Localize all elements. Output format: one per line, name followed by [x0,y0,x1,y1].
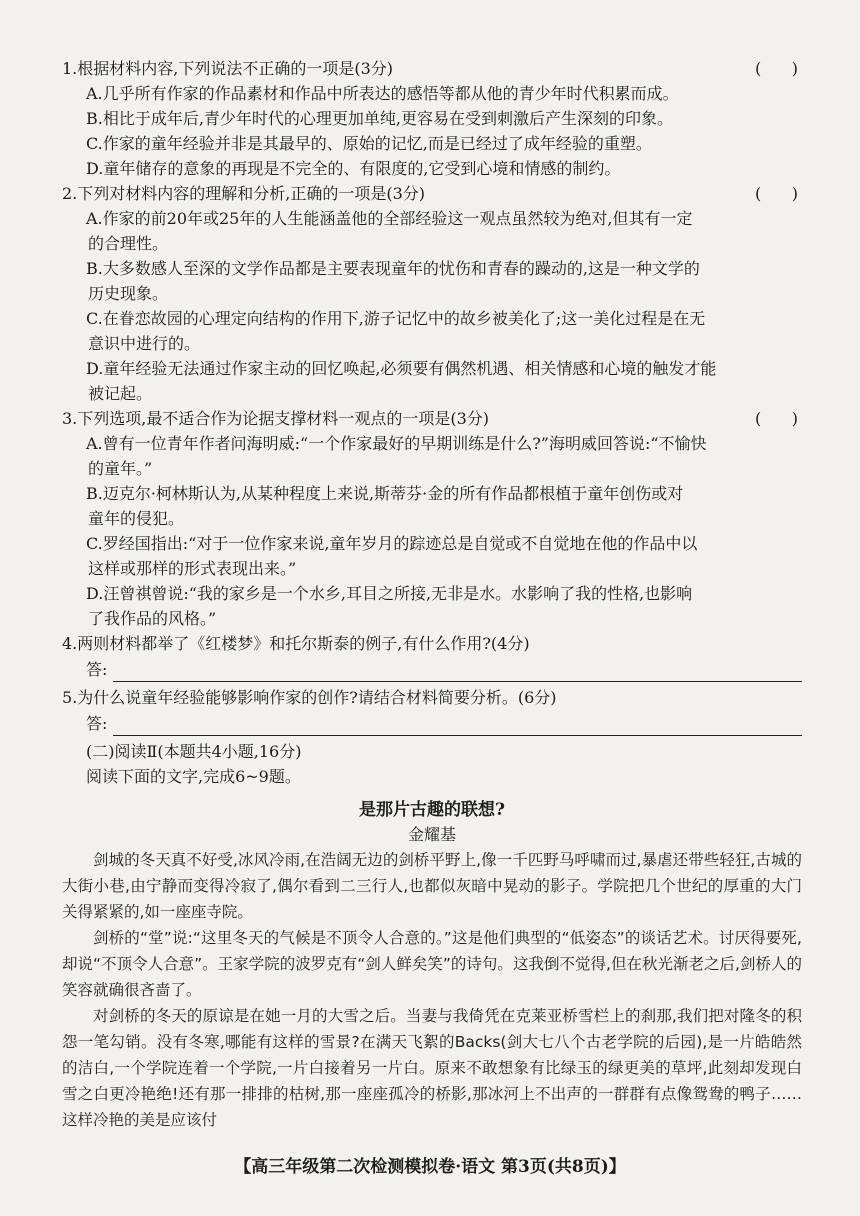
option-text: 意识中进行的。 [88,334,201,353]
option-text: 这样或那样的形式表现出来。” [88,559,297,578]
page-footer: 【高三年级第二次检测模拟卷·语文 第3页(共8页)】 [234,1157,626,1177]
section-heading: (二)阅读Ⅱ(本题共4小题,16分) [86,742,302,761]
option-B[interactable] [62,256,802,306]
option-text: 被记起。 [88,384,153,403]
option-B[interactable] [62,481,802,531]
article-author: 金耀基 [407,825,456,844]
question-5-answer[interactable] [62,710,802,736]
question-3 [62,406,802,631]
question-5 [62,685,802,736]
option-text: 历史现象。 [88,284,169,303]
option-text: B.大多数感人至深的文学作品都是主要表现童年的忧伤和青春的躁动的,这是一种文学的 [86,259,700,278]
answer-line[interactable] [113,661,802,682]
article-paragraph: 剑桥的“堂”说:“这里冬天的气候是不顶令人合意的。”这是他们典型的“低姿态”的谈话艺术。讨厌得要死,却说“不顶令人合意”。王家学院的波罗克有“剑人鲜矣笑”的诗句。这我倒不觉得,但在秋光渐老之后,剑桥人的笑容就确很吝啬了。 [62,929,802,999]
option-C[interactable] [62,531,802,581]
option-text: A.曾有一位青年作者问海明威:“一个作家最好的早期训练是什么?”海明威回答说:“不愉快 [86,434,707,453]
question-stem: 1.根据材料内容,下列说法不正确的一项是(3分) [62,59,394,78]
question-stem: 2.下列对材料内容的理解和分析,正确的一项是(3分) [62,184,426,203]
question-2 [62,181,802,406]
question-stem: 3.下列选项,最不适合作为论据支撑材料一观点的一项是(3分) [62,409,490,428]
article-paragraph: 对剑桥的冬天的原谅是在她一月的大雪之后。当妻与我倚凭在克莱亚桥雪栏上的刹那,我们把对隆冬的积怨一笔勾销。没有冬寒,哪能有这样的雪景?在满天飞絮的Backs(剑大七八个古老学院的后园),是一片皓皓然的洁白,一个学院连着一个学院,一片白接着另一片白。原来不敢想象有比绿玉的绿更美的草坪,此刻却发现白雪之白更冷艳绝!还有那一排排的枯树,那一座座孤冷的桥影,那冰河上不出声的一群群有点像鸳鸯的鸭子……这样冷艳的美是应该付 [62,1007,802,1129]
article-body [62,847,802,1133]
option-text: D.童年经验无法通过作家主动的回忆唤起,必须要有偶然机遇、相关情感和心境的触发才能 [86,359,717,378]
option-C[interactable] [62,131,802,156]
option-text: D.童年储存的意象的再现是不完全的、有限度的,它受到心境和情感的制约。 [86,159,621,178]
option-text: 童年的侵犯。 [88,509,185,528]
option-text: B.迈克尔·柯林斯认为,从某种程度上来说,斯蒂芬·金的所有作品都根植于童年创伤或对 [86,484,684,503]
option-text: 的合理性。 [88,234,169,253]
article-paragraph: 剑城的冬天真不好受,冰风冷雨,在浩阔无边的剑桥平野上,像一千匹野马呼啸而过,暴虐还带些轻狂,古城的大街小巷,由宁静而变得冷寂了,偶尔看到二三行人,也都似灰暗中晃动的影子。学院把几个世纪的厚重的大门关得紧紧的,如一座座寺院。 [62,851,802,921]
article-title: 是那片古趣的联想? [359,800,505,820]
option-A[interactable] [62,206,802,256]
option-A[interactable] [62,81,802,106]
question-1 [62,56,802,181]
option-D[interactable] [62,581,802,631]
option-text: 的童年。” [88,459,153,478]
option-B[interactable] [62,106,802,131]
question-4 [62,631,802,682]
option-text: C.在眷恋故园的心理定向结构的作用下,游子记忆中的故乡被美化了;这一美化过程是在无 [86,309,706,328]
option-D[interactable] [62,156,802,181]
section-instruction: 阅读下面的文字,完成6~9题。 [86,767,301,786]
option-text: A.作家的前20年或25年的人生能涵盖他的全部经验这一观点虽然较为绝对,但其有一定 [86,209,693,228]
option-text: D.汪曾祺曾说:“我的家乡是一个水乡,耳目之所接,无非是水。水影响了我的性格,也影响 [86,584,693,603]
multiple-choice-questions [62,56,802,631]
answer-blank[interactable]: ( ) [755,409,798,428]
question-4-answer[interactable] [62,656,802,682]
option-C[interactable] [62,306,802,356]
answer-label: 答: [86,660,108,679]
option-A[interactable] [62,431,802,481]
option-text: 了我作品的风格。” [88,609,217,628]
answer-blank[interactable]: ( ) [755,184,798,203]
option-text: A.几乎所有作家的作品素材和作品中所表达的感悟等都从他的青少年时代积累而成。 [86,84,679,103]
answer-blank[interactable]: ( ) [755,59,798,78]
question-5-stem: 5.为什么说童年经验能够影响作家的创作?请结合材料简要分析。(6分) [62,688,557,707]
option-D[interactable] [62,356,802,406]
question-4-stem: 4.两则材料都举了《红楼梦》和托尔斯泰的例子,有什么作用?(4分) [62,634,530,653]
answer-label: 答: [86,714,108,733]
option-text: C.作家的童年经验并非是其最早的、原始的记忆,而是已经过了成年经验的重塑。 [86,134,652,153]
option-text: B.相比于成年后,青少年时代的心理更加单纯,更容易在受到刺激后产生深刻的印象。 [86,109,674,128]
answer-line[interactable] [113,715,802,736]
option-text: C.罗经国指出:“对于一位作家来说,童年岁月的踪迹总是自觉或不自觉地在他的作品中以 [86,534,698,553]
